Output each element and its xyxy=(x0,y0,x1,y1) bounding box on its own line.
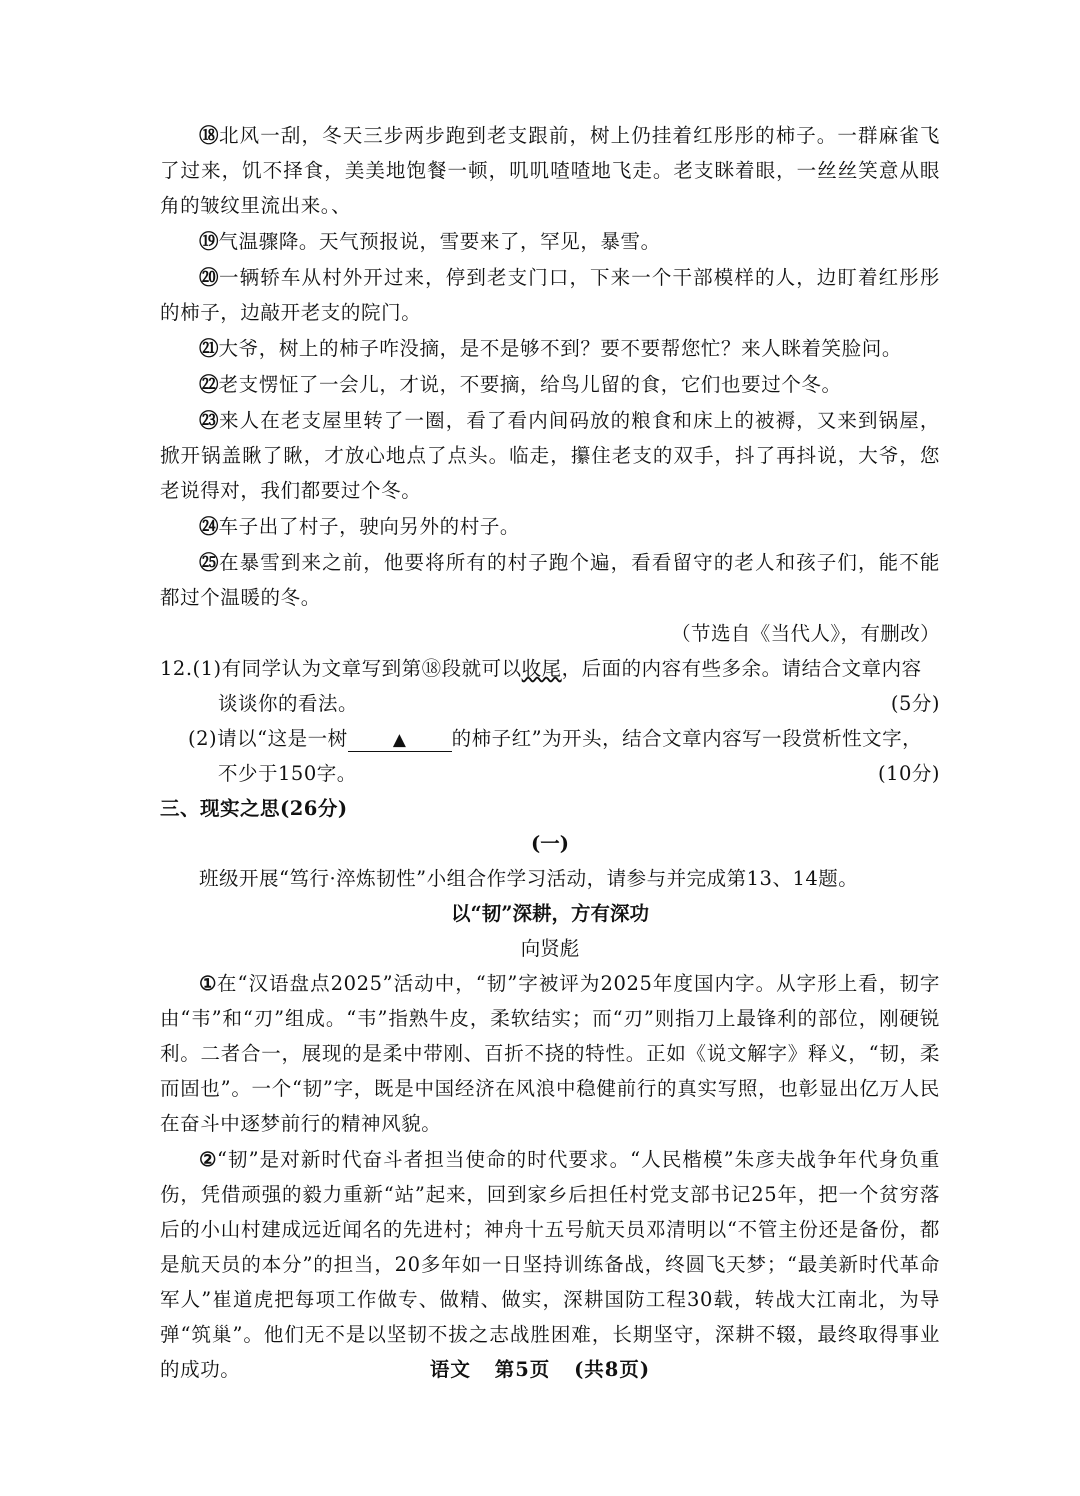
paragraph-number: ㉒ xyxy=(199,373,219,396)
footer-page: 第5页 xyxy=(494,1358,551,1381)
question-text-cont: 谈谈你的看法。 xyxy=(218,692,359,715)
page-content xyxy=(160,118,940,1388)
paragraph xyxy=(160,966,940,1141)
section-heading: 三、现实之思(26分) xyxy=(160,797,348,820)
footer-subject: 语文 xyxy=(429,1358,471,1381)
answer-blank[interactable]: ▲ xyxy=(348,729,452,752)
paragraph-text: 老支愣怔了一会儿，才说，不要摘，给鸟儿留的食，它们也要过个冬。 xyxy=(218,373,842,396)
page-footer xyxy=(0,1354,1080,1382)
paragraph xyxy=(160,545,940,615)
paragraph xyxy=(160,509,940,544)
score-label: (5分) xyxy=(890,692,940,715)
question-text: ，后面的内容有些多余。请结合文章内容 xyxy=(561,657,922,680)
question-text-cont: 不少于150字。 xyxy=(218,762,357,785)
source-note: （节选自《当代人》，有删改） xyxy=(671,622,940,645)
paragraph xyxy=(160,367,940,402)
paragraph-text: 大爷，树上的柿子咋没摘，是不是够不到？要不要帮您忙？来人眯着笑脸问。 xyxy=(218,337,902,360)
paragraph-number: ㉓ xyxy=(199,409,220,432)
question-number: 12. xyxy=(160,657,193,680)
paragraph-text: 来人在老支屋里转了一圈，看了看内间码放的粮食和床上的被褥，又来到锅屋，掀开锅盖瞅了瞅，才放心地点了点头。临走，攥住老支的双手，抖了再抖说，大爷，您老说得对，我们都要过个冬。 xyxy=(160,409,940,502)
activity-intro: 班级开展“笃行·淬炼韧性”小组合作学习活动，请参与并完成第13、14题。 xyxy=(199,867,859,890)
paragraph-text: 车子出了村子，驶向另外的村子。 xyxy=(218,515,521,538)
footer-total: (共8页) xyxy=(574,1358,651,1381)
paragraph-number: ② xyxy=(199,1148,217,1171)
paragraph-text: 在暴雪到来之前，他要将所有的村子跑个遍，看看留守的老人和孩子们，能不能都过个温暖的冬。 xyxy=(160,551,940,609)
paragraph xyxy=(160,224,940,259)
question-text: 请以“这是一树 xyxy=(217,727,348,750)
paragraph-text: “韧”是对新时代奋斗者担当使命的时代要求。“人民楷模”朱彦夫战争年代身负重伤，凭借顽强的毅力重新“站”起来，回到家乡后担任村党支部书记25年，把一个贫穷落后的小山村建成远近闻名的先进村；神舟十五号航天员邓清明以“不管主份还是备份，都是航天员的本分”的担当，20多年如一日坚持训练备战，终圆飞天梦；“最美新时代革命军人”崔道虎把每项工作做专、做精、做实，深耕国防工程30载，转战大江南北，为导弹“筑巢”。他们无不是以坚韧不拔之志战胜困难，长期坚守，深耕不辍，最终取得事业的成功。 xyxy=(160,1148,940,1381)
question-text: 的柿子红”为开头，结合文章内容写一段赏析性文字， xyxy=(451,727,923,750)
paragraph-text: 北风一刮，冬天三步两步跑到老支跟前，树上仍挂着红彤彤的柿子。一群麻雀飞了过来，饥不择食，美美地饱餐一顿，叽叽喳喳地飞走。老支眯着眼，一丝丝笑意从眼角的皱纹里流出来。、 xyxy=(160,124,940,217)
paragraph xyxy=(160,403,940,508)
paragraph-number: ⑲ xyxy=(199,230,219,253)
article-body xyxy=(160,966,940,1387)
question-12-part-2 xyxy=(160,721,940,791)
paragraph xyxy=(160,1142,940,1387)
score-label: (10分) xyxy=(877,762,940,785)
paragraph-text: 在“汉语盘点2025”活动中，“韧”字被评为2025年度国内字。从字形上看，韧字由“韦”和“刃”组成。“韦”指熟牛皮，柔软结实；而“刃”则指刀上最锋利的部位，刚硬锐利。二者合一，展现的是柔中带刚、百折不挠的特性。正如《说文解字》释义，“韧，柔而固也”。一个“韧”字，既是中国经济在风浪中稳健前行的真实写照，也彰显出亿万人民在奋斗中逐梦前行的精神风貌。 xyxy=(160,972,940,1135)
paragraph xyxy=(160,260,940,330)
article-title: 以“韧”深耕，方有深功 xyxy=(451,902,649,925)
paragraph-number: ㉔ xyxy=(199,515,219,538)
paragraph-text: 气温骤降。天气预报说，雪要来了，罕见，暴雪。 xyxy=(218,230,661,253)
paragraph xyxy=(160,331,940,366)
question-text: 有同学认为文章写到第⑱段就可以 xyxy=(221,657,522,680)
paragraph xyxy=(160,118,940,223)
story-excerpt xyxy=(160,118,940,615)
paragraph-number: ⑳ xyxy=(199,266,220,289)
question-12-part-1 xyxy=(160,651,940,721)
paragraph-number: ㉕ xyxy=(199,551,220,574)
underlined-word: 收尾 xyxy=(521,657,562,680)
sub-heading: (一) xyxy=(531,832,569,855)
part-label: (2) xyxy=(188,727,218,750)
part-label: (1) xyxy=(192,657,222,680)
article-author: 向贤彪 xyxy=(520,937,580,960)
paragraph-text: 一辆轿车从村外开过来，停到老支门口，下来一个干部模样的人，边盯着红彤彤的柿子，边敲开老支的院门。 xyxy=(160,266,940,324)
paragraph-number: ① xyxy=(199,972,217,995)
paragraph-number: ㉑ xyxy=(199,337,219,360)
paragraph-number: ⑱ xyxy=(199,124,220,147)
